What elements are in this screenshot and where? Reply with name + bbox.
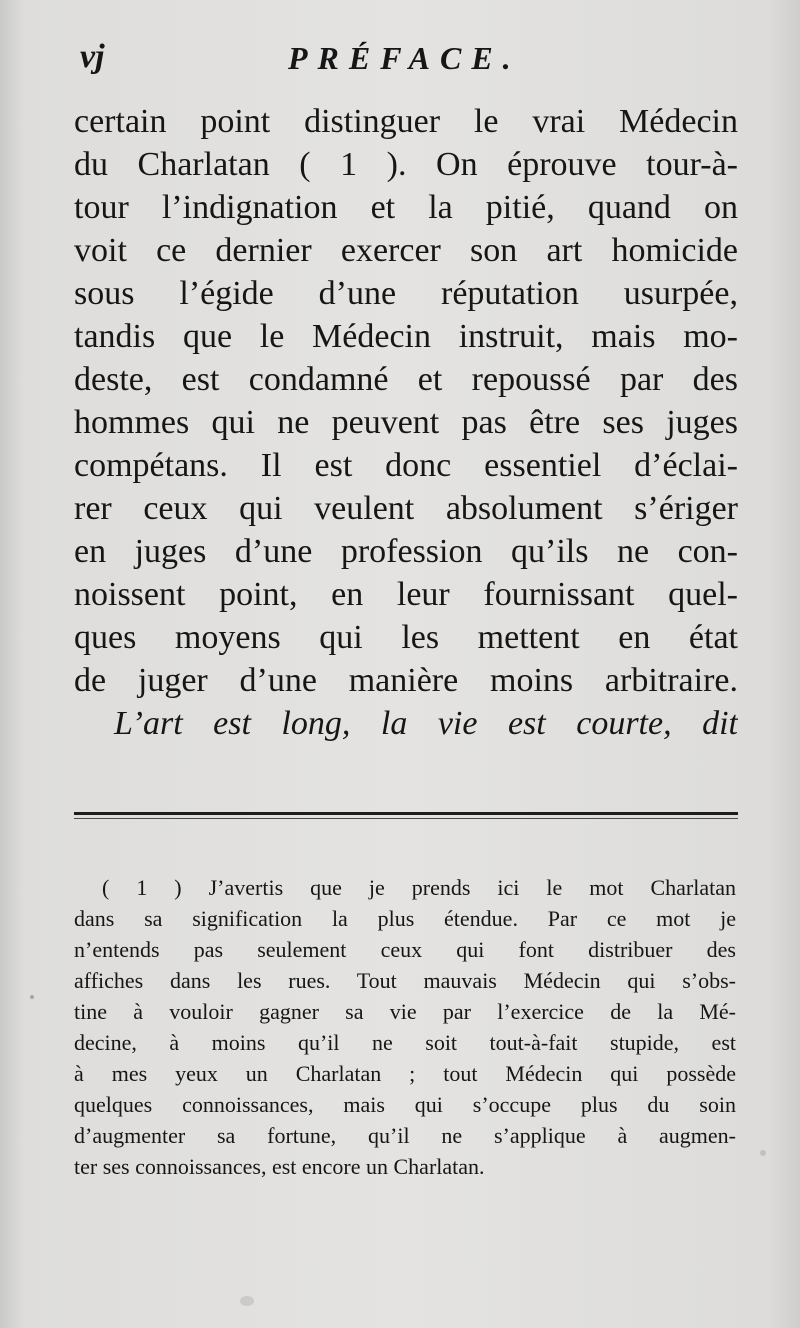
footnote-line: affiches dans les rues. Tout mauvais Médecin qui s’obs- <box>74 968 736 993</box>
page-header <box>80 38 738 88</box>
text-line: hommes qui ne peuvent pas être ses juges <box>74 404 738 441</box>
paper-speck <box>30 995 34 999</box>
main-text <box>74 100 738 745</box>
footnote-rule <box>74 812 738 815</box>
text-line: ques moyens qui les mettent en état <box>74 619 738 656</box>
text-line: de juger d’une manière moins arbitraire. <box>74 662 738 699</box>
paper-speck <box>760 1150 766 1156</box>
text-line: du Charlatan ( 1 ). On éprouve tour-à- <box>74 146 738 183</box>
footnote-line: d’augmenter sa fortune, qu’il ne s’applique à augmen- <box>74 1123 736 1148</box>
footnote-line: tine à vouloir gagner sa vie par l’exercice de la Mé- <box>74 999 736 1024</box>
footnote <box>74 872 736 1182</box>
footnote-line: ( 1 ) J’avertis que je prends ici le mot Charlatan <box>102 875 736 900</box>
footnote-line: à mes yeux un Charlatan ; tout Médecin qui possède <box>74 1061 736 1086</box>
text-line: tandis que le Médecin instruit, mais mo- <box>74 318 738 355</box>
text-line: tour l’indignation et la pitié, quand on <box>74 189 738 226</box>
page-number: vj <box>80 38 105 75</box>
paper-speck <box>240 1296 254 1306</box>
text-line: voit ce dernier exercer son art homicide <box>74 232 738 269</box>
text-line: certain point distinguer le vrai Médecin <box>74 103 738 140</box>
quote-line: L’art est long, la vie est courte, dit <box>114 705 738 742</box>
text-line: noissent point, en leur fournissant quel- <box>74 576 738 613</box>
text-line: deste, est condamné et repoussé par des <box>74 361 738 398</box>
running-title: PRÉFACE. <box>288 40 521 76</box>
footnote-line: quelques connoissances, mais qui s’occupe plus du soin <box>74 1092 736 1117</box>
footnote-rule-thin <box>74 818 738 819</box>
text-line: rer ceux qui veulent absolument s’ériger <box>74 490 738 527</box>
footnote-line: decine, à moins qu’il ne soit tout-à-fait stupide, est <box>74 1030 736 1055</box>
footnote-line: n’entends pas seulement ceux qui font distribuer des <box>74 937 736 962</box>
footnote-line: dans sa signification la plus étendue. Par ce mot je <box>74 906 736 931</box>
text-line: en juges d’une profession qu’ils ne con- <box>74 533 738 570</box>
text-line: sous l’égide d’une réputation usurpée, <box>74 275 738 312</box>
text-line: compétans. Il est donc essentiel d’éclai- <box>74 447 738 484</box>
footnote-line: ter ses connoissances, est encore un Charlatan. <box>74 1154 485 1179</box>
